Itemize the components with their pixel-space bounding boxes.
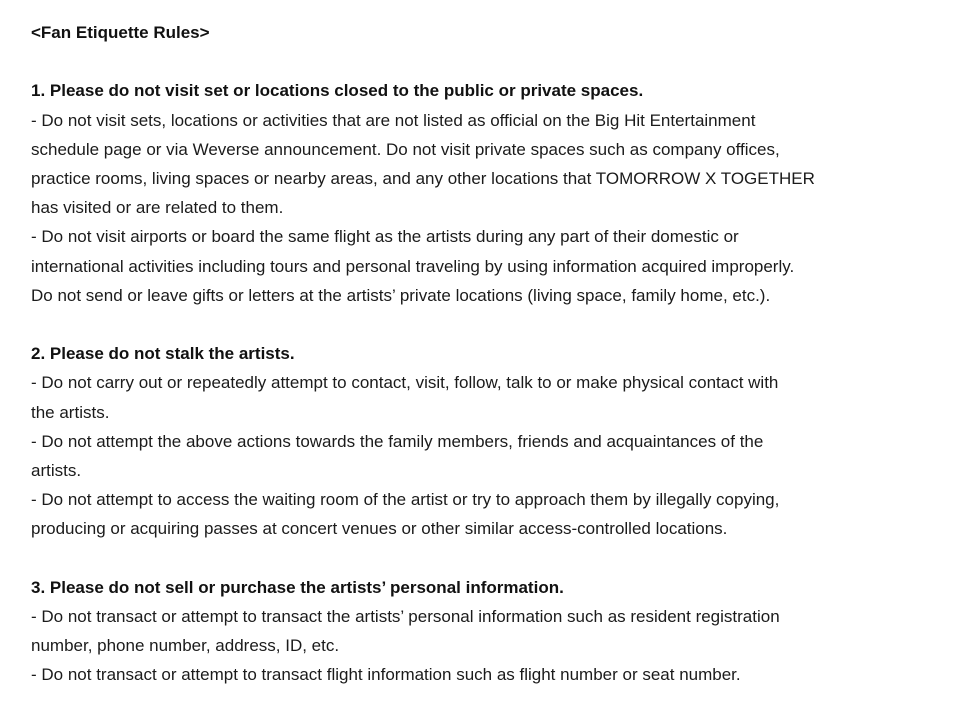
body-line: - Do not visit sets, locations or activities that are not listed as official on the Big Hit Entertainment (31, 110, 756, 130)
body-line: - Do not carry out or repeatedly attempt to contact, visit, follow, talk to or make physical contact with (31, 373, 779, 393)
body-line: international activities including tours and personal traveling by using information acquired improperly. (31, 256, 795, 276)
section-2 (31, 339, 936, 543)
body-line: practice rooms, living spaces or nearby areas, and any other locations that TOMORROW X TOGETHER (31, 169, 815, 188)
section-heading: 2. Please do not stalk the artists. (31, 344, 295, 364)
body-line: Do not send or leave gifts or letters at the artists’ private locations (living space, family home, etc.). (31, 285, 771, 305)
document-body (31, 18, 936, 690)
body-line: - Do not visit airports or board the same flight as the artists during any part of their domestic or (31, 227, 739, 247)
body-line: artists. (31, 461, 82, 481)
body-line: - Do not attempt the above actions towards the family members, friends and acquaintances of the (31, 431, 764, 451)
section-3 (31, 573, 936, 690)
body-line: number, phone number, address, ID, etc. (31, 636, 340, 656)
body-line: the artists. (31, 402, 110, 422)
body-line: producing or acquiring passes at concert venues or other similar access-controlled locations. (31, 519, 728, 539)
body-line: - Do not attempt to access the waiting room of the artist or try to approach them by illegally copying, (31, 490, 780, 510)
body-line: has visited or are related to them. (31, 198, 284, 218)
document-title: <Fan Etiquette Rules> (31, 23, 210, 42)
body-line: schedule page or via Weverse announcement. Do not visit private spaces such as company offices, (31, 139, 780, 159)
spacer (31, 310, 936, 339)
section-1 (31, 76, 936, 310)
section-heading: 1. Please do not visit set or locations closed to the public or private spaces. (31, 81, 644, 101)
spacer (31, 544, 936, 573)
body-line: - Do not transact or attempt to transact flight information such as flight number or seat number. (31, 665, 741, 685)
section-heading: 3. Please do not sell or purchase the artists’ personal information. (31, 577, 564, 597)
spacer (31, 47, 936, 76)
body-line: - Do not transact or attempt to transact the artists’ personal information such as resident registration (31, 607, 780, 627)
